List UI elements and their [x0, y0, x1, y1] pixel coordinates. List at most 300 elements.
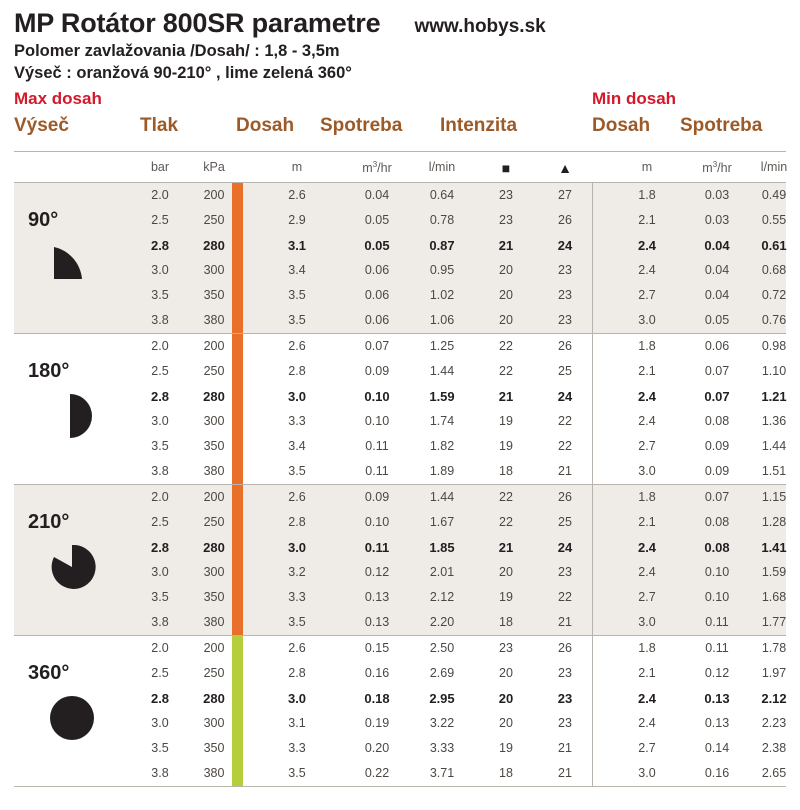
max-dosah-heading: Max dosah	[14, 89, 102, 108]
table-row	[14, 359, 786, 384]
table-cell: 3.22	[429, 716, 455, 730]
table-cell: 3.4	[288, 439, 306, 453]
table-cell: 2.8	[150, 238, 170, 253]
table-cell: 2.4	[637, 540, 657, 555]
table-cell: 0.11	[705, 641, 729, 655]
table-cell: 3.5	[151, 590, 169, 604]
table-cell: 380	[203, 766, 225, 780]
table-cell: 2.7	[638, 741, 656, 755]
table-cell: 18	[499, 464, 513, 478]
table-cell: 1.82	[429, 439, 455, 453]
table-cell: 350	[203, 439, 225, 453]
table-cell: 3.3	[288, 590, 306, 604]
table-cell: 2.50	[429, 641, 455, 655]
table-cell: 26	[558, 339, 572, 353]
table-cell: 250	[203, 515, 225, 529]
table-cell: 3.0	[151, 263, 169, 277]
table-cell: 20	[499, 288, 513, 302]
table-cell: 0.78	[429, 213, 455, 227]
table-row	[14, 183, 786, 208]
table-cell: 0.10	[364, 389, 390, 404]
table-cell: 1.59	[761, 565, 787, 579]
table-cell: 25	[558, 515, 572, 529]
table-cell: 300	[203, 716, 225, 730]
table-cell: 300	[203, 565, 225, 579]
table-cell: 2.5	[151, 364, 169, 378]
table-cell: 23	[558, 716, 572, 730]
table-row	[14, 283, 786, 308]
table-cell: 3.5	[288, 464, 306, 478]
table-cell: 0.06	[364, 288, 390, 302]
table-cell: 2.4	[638, 414, 656, 428]
page-header	[0, 0, 800, 83]
table-cell: 1.36	[761, 414, 787, 428]
table-cell: 3.5	[288, 615, 306, 629]
table-cell: 0.15	[364, 641, 390, 655]
table-cell: 0.13	[704, 691, 730, 706]
table-cell: 2.1	[638, 666, 656, 680]
table-cell: 2.8	[288, 364, 306, 378]
table-cell: 0.06	[364, 263, 390, 277]
table-cell: 0.64	[429, 188, 455, 202]
table-cell: 20	[499, 666, 513, 680]
table-cell: 0.09	[364, 490, 390, 504]
table-cell: 1.89	[429, 464, 455, 478]
table-row	[14, 308, 786, 333]
table-cell: 23	[499, 188, 513, 202]
table-cell: 0.19	[364, 716, 390, 730]
table-cell: 3.8	[151, 766, 169, 780]
table-cell: 19	[499, 741, 513, 755]
table-cell: 1.59	[429, 389, 455, 404]
table-cell: 18	[499, 615, 513, 629]
table-block	[14, 334, 786, 485]
table-cell: 3.1	[288, 716, 306, 730]
table-cell: 0.10	[704, 565, 730, 579]
table-cell: 2.7	[638, 590, 656, 604]
unit-header: m	[641, 160, 653, 174]
table-cell: 0.05	[704, 313, 730, 327]
table-row	[14, 661, 786, 686]
table-cell: 0.04	[364, 188, 390, 202]
table-cell: 380	[203, 464, 225, 478]
subtitle-arc: Výseč : oranžová 90-210° , lime zelená 360°	[14, 64, 352, 82]
unit-m3-per-hr: $m^3/hr$	[362, 160, 392, 176]
table-cell: 20	[499, 263, 513, 277]
table-cell: 250	[203, 666, 225, 680]
table-cell: 2.6	[288, 641, 306, 655]
table-cell: 200	[203, 188, 225, 202]
table-cell: 23	[558, 565, 572, 579]
table-cell: 2.7	[638, 288, 656, 302]
table-cell: 26	[558, 213, 572, 227]
table-cell: 1.8	[638, 490, 656, 504]
table-cell: 1.28	[761, 515, 787, 529]
table-cell: 0.05	[364, 213, 390, 227]
table-row	[14, 334, 786, 359]
table-cell: 2.8	[150, 540, 170, 555]
table-cell: 0.09	[364, 364, 390, 378]
table-cell: 3.2	[288, 565, 306, 579]
table-cell: 23	[558, 666, 572, 680]
site-url: www.hobys.sk	[414, 16, 546, 37]
unit-header: l/min	[760, 160, 788, 174]
table-cell: 0.04	[704, 238, 730, 253]
table-cell: 2.12	[429, 590, 455, 604]
table-cell: 0.68	[761, 263, 787, 277]
table-cell: 0.11	[365, 464, 389, 478]
table-cell: 200	[203, 490, 225, 504]
table-cell: 2.7	[638, 439, 656, 453]
table-row	[14, 585, 786, 610]
table-cell: 3.5	[151, 439, 169, 453]
table-cell: 0.09	[704, 464, 730, 478]
table-cell: 2.4	[638, 716, 656, 730]
table-row	[14, 610, 786, 635]
table-cell: 23	[557, 691, 573, 706]
table-cell: 380	[203, 615, 225, 629]
table-cell: 0.04	[704, 288, 730, 302]
table-cell: 3.3	[288, 414, 306, 428]
table-units-row	[14, 152, 786, 183]
table-cell: 0.11	[365, 439, 389, 453]
table-cell: 3.0	[638, 464, 656, 478]
table-cell: 1.74	[429, 414, 455, 428]
sector-angle-label: 210°	[28, 511, 70, 533]
table-cell: 1.15	[761, 490, 787, 504]
table-cell: 280	[203, 540, 225, 555]
table-cell: 3.0	[638, 766, 656, 780]
table-cell: 2.4	[638, 263, 656, 277]
table-cell: 27	[558, 188, 572, 202]
table-cell: 1.85	[429, 540, 455, 555]
table-cell: 0.55	[761, 213, 787, 227]
table-cell: 3.0	[287, 389, 307, 404]
col-group-dosah: Dosah	[236, 115, 295, 136]
col-group-intenzita: Intenzita	[440, 115, 518, 136]
table-cell: 21	[498, 238, 514, 253]
table-cell: 2.4	[637, 691, 657, 706]
column-group-headings	[0, 89, 800, 151]
table-cell: 3.0	[638, 615, 656, 629]
table-cell: 2.4	[637, 389, 657, 404]
table-cell: 200	[203, 339, 225, 353]
unit-m3-per-hr: $m^3/hr$	[702, 160, 732, 176]
table-cell: 20	[499, 565, 513, 579]
table-cell: 0.08	[704, 515, 730, 529]
table-cell: 1.68	[761, 590, 787, 604]
unit-header: bar	[150, 160, 170, 174]
table-cell: 3.0	[151, 414, 169, 428]
table-cell: 0.13	[364, 590, 390, 604]
table-row	[14, 636, 786, 661]
table-cell: 0.16	[704, 766, 730, 780]
table-cell: 0.76	[761, 313, 787, 327]
table-cell: 2.23	[761, 716, 787, 730]
page-title: MP Rotátor 800SR parametre	[14, 8, 381, 38]
table-cell: 23	[499, 641, 513, 655]
table-cell: 23	[558, 288, 572, 302]
table-cell: 0.10	[704, 590, 730, 604]
table-cell: 22	[558, 414, 572, 428]
title-row	[14, 8, 800, 39]
table-cell: 0.06	[704, 339, 730, 353]
sector-angle-label: 180°	[28, 360, 70, 382]
parameters-table	[14, 151, 786, 787]
table-cell: 18	[499, 766, 513, 780]
table-cell: 250	[203, 213, 225, 227]
table-cell: 0.09	[704, 439, 730, 453]
table-cell: 20	[499, 716, 513, 730]
table-cell: 22	[499, 515, 513, 529]
table-cell: 0.10	[364, 414, 390, 428]
table-cell: 21	[558, 741, 572, 755]
table-row	[14, 233, 786, 258]
table-cell: 22	[558, 590, 572, 604]
table-cell: 1.77	[761, 615, 787, 629]
table-cell: 1.25	[429, 339, 455, 353]
table-cell: 0.72	[761, 288, 787, 302]
table-cell: 3.5	[288, 766, 306, 780]
table-cell: 250	[203, 364, 225, 378]
table-cell: 21	[558, 766, 572, 780]
table-cell: 350	[203, 288, 225, 302]
table-cell: 0.03	[704, 213, 730, 227]
table-row	[14, 761, 786, 786]
table-cell: 1.06	[429, 313, 455, 327]
table-cell: 0.08	[704, 540, 730, 555]
table-cell: 3.8	[151, 464, 169, 478]
unit-header: l/min	[428, 160, 456, 174]
table-cell: 0.61	[761, 238, 787, 253]
table-cell: 0.13	[704, 716, 730, 730]
table-cell: 22	[499, 339, 513, 353]
table-cell: 2.20	[429, 615, 455, 629]
table-cell: 22	[558, 439, 572, 453]
table-cell: 2.6	[288, 339, 306, 353]
table-cell: 22	[499, 490, 513, 504]
table-cell: 2.5	[151, 666, 169, 680]
table-cell: 2.8	[288, 666, 306, 680]
table-cell: 2.5	[151, 213, 169, 227]
table-row	[14, 459, 786, 484]
table-block	[14, 183, 786, 334]
table-cell: 0.07	[704, 490, 730, 504]
table-cell: 0.07	[704, 389, 730, 404]
triangle-icon: ▲	[558, 160, 572, 176]
table-cell: 280	[203, 238, 225, 253]
table-row	[14, 560, 786, 585]
table-cell: 0.98	[761, 339, 787, 353]
table-row	[14, 258, 786, 283]
table-cell: 3.5	[288, 313, 306, 327]
col-group-tlak: Tlak	[140, 115, 179, 136]
table-cell: 3.5	[288, 288, 306, 302]
table-cell: 3.0	[151, 565, 169, 579]
table-cell: 2.38	[761, 741, 787, 755]
table-cell: 0.07	[704, 364, 730, 378]
col-group-vysec: Výseč	[14, 115, 69, 136]
table-cell: 19	[499, 590, 513, 604]
table-row	[14, 208, 786, 233]
table-cell: 2.0	[151, 641, 169, 655]
table-cell: 22	[499, 364, 513, 378]
table-cell: 0.12	[364, 565, 390, 579]
table-cell: 2.1	[638, 364, 656, 378]
table-cell: 3.0	[151, 716, 169, 730]
table-cell: 2.65	[761, 766, 787, 780]
table-row	[14, 384, 786, 409]
table-cell: 0.13	[364, 615, 390, 629]
unit-header: kPa	[203, 160, 225, 174]
table-cell: 350	[203, 590, 225, 604]
table-cell: 23	[558, 263, 572, 277]
table-cell: 300	[203, 414, 225, 428]
table-cell: 2.6	[288, 188, 306, 202]
table-body	[14, 183, 786, 786]
table-cell: 200	[203, 641, 225, 655]
table-cell: 3.71	[429, 766, 455, 780]
sector-angle-label: 360°	[28, 662, 70, 684]
table-cell: 23	[499, 213, 513, 227]
table-cell: 1.44	[429, 490, 455, 504]
table-cell: 20	[498, 691, 514, 706]
table-cell: 1.02	[429, 288, 455, 302]
table-cell: 0.10	[364, 515, 390, 529]
table-cell: 380	[203, 313, 225, 327]
table-row	[14, 434, 786, 459]
table-cell: 1.51	[761, 464, 787, 478]
table-cell: 0.04	[704, 263, 730, 277]
table-cell: 21	[498, 540, 514, 555]
table-cell: 1.8	[638, 339, 656, 353]
table-cell: 26	[558, 490, 572, 504]
table-cell: 2.01	[429, 565, 455, 579]
table-cell: 25	[558, 364, 572, 378]
square-icon: ■	[501, 160, 511, 176]
table-cell: 2.8	[150, 691, 170, 706]
table-row	[14, 510, 786, 535]
col-group-spotreba-min: Spotreba	[680, 115, 763, 136]
table-cell: 0.11	[705, 615, 729, 629]
table-cell: 24	[557, 389, 573, 404]
table-cell: 2.95	[429, 691, 455, 706]
table-cell: 3.4	[288, 263, 306, 277]
table-cell: 3.33	[429, 741, 455, 755]
table-cell: 2.4	[638, 565, 656, 579]
table-cell: 0.11	[364, 540, 390, 555]
table-cell: 1.8	[638, 641, 656, 655]
table-cell: 0.07	[364, 339, 390, 353]
table-cell: 3.0	[287, 540, 307, 555]
table-cell: 2.0	[151, 490, 169, 504]
table-cell: 300	[203, 263, 225, 277]
col-group-dosah-min: Dosah	[592, 115, 651, 136]
table-row	[14, 686, 786, 711]
table-cell: 0.03	[704, 188, 730, 202]
table-row	[14, 485, 786, 510]
table-cell: 2.8	[288, 515, 306, 529]
table-cell: 280	[203, 389, 225, 404]
table-cell: 1.78	[761, 641, 787, 655]
table-cell: 0.18	[364, 691, 390, 706]
table-row	[14, 409, 786, 434]
table-cell: 3.1	[287, 238, 307, 253]
table-cell: 1.44	[761, 439, 787, 453]
table-cell: 3.5	[151, 288, 169, 302]
table-cell: 21	[558, 464, 572, 478]
table-row	[14, 736, 786, 761]
table-cell: 1.44	[429, 364, 455, 378]
table-cell: 280	[203, 691, 225, 706]
table-cell: 3.5	[151, 741, 169, 755]
table-cell: 350	[203, 741, 225, 755]
table-cell: 1.67	[429, 515, 455, 529]
table-cell: 21	[498, 389, 514, 404]
table-cell: 0.49	[761, 188, 787, 202]
unit-header: m	[291, 160, 303, 174]
table-cell: 0.20	[364, 741, 390, 755]
table-cell: 2.12	[761, 691, 787, 706]
table-cell: 2.0	[151, 339, 169, 353]
table-cell: 24	[557, 238, 573, 253]
table-cell: 1.10	[761, 364, 787, 378]
table-cell: 2.5	[151, 515, 169, 529]
table-cell: 1.21	[761, 389, 787, 404]
table-cell: 1.8	[638, 188, 656, 202]
table-cell: 0.08	[704, 414, 730, 428]
table-cell: 1.97	[761, 666, 787, 680]
table-cell: 2.6	[288, 490, 306, 504]
table-cell: 0.87	[429, 238, 455, 253]
table-cell: 3.0	[638, 313, 656, 327]
table-cell: 0.06	[364, 313, 390, 327]
table-cell: 19	[499, 439, 513, 453]
table-cell: 0.05	[364, 238, 390, 253]
table-cell: 24	[557, 540, 573, 555]
table-block	[14, 485, 786, 636]
table-cell: 2.8	[150, 389, 170, 404]
table-row	[14, 711, 786, 736]
min-dosah-heading: Min dosah	[592, 89, 677, 108]
table-cell: 0.95	[429, 263, 455, 277]
table-cell: 21	[558, 615, 572, 629]
table-cell: 1.41	[761, 540, 787, 555]
table-cell: 2.0	[151, 188, 169, 202]
sector-angle-label: 90°	[28, 209, 59, 231]
subtitle-radius: Polomer zavlažovania /Dosah/ : 1,8 - 3,5m	[14, 42, 340, 60]
col-group-spotreba: Spotreba	[320, 115, 403, 136]
table-cell: 19	[499, 414, 513, 428]
table-cell: 2.9	[288, 213, 306, 227]
table-cell: 2.1	[638, 515, 656, 529]
table-cell: 3.0	[287, 691, 307, 706]
table-cell: 0.22	[364, 766, 390, 780]
table-cell: 2.4	[637, 238, 657, 253]
table-cell: 2.69	[429, 666, 455, 680]
table-block	[14, 636, 786, 786]
table-cell: 0.14	[704, 741, 730, 755]
table-cell: 0.12	[704, 666, 730, 680]
table-cell: 26	[558, 641, 572, 655]
table-cell: 20	[499, 313, 513, 327]
table-row	[14, 535, 786, 560]
table-cell: 23	[558, 313, 572, 327]
table-cell: 3.8	[151, 313, 169, 327]
table-cell: 0.16	[364, 666, 390, 680]
table-cell: 3.3	[288, 741, 306, 755]
table-cell: 2.1	[638, 213, 656, 227]
